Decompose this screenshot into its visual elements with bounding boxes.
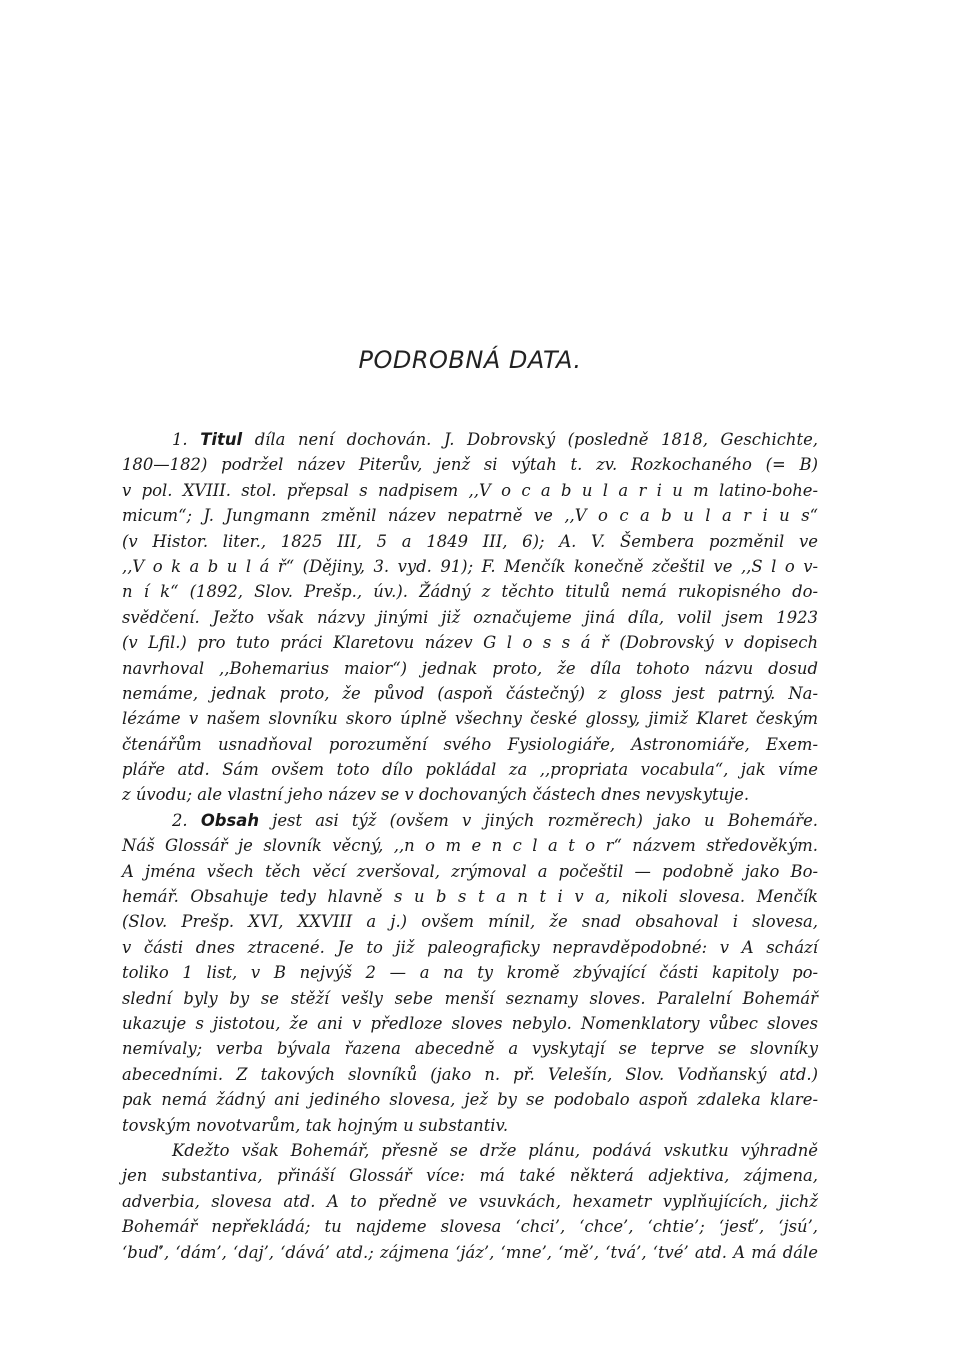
text-line: pláře atd. Sám ovšem toto dílo pokládal za ,,propriata vocabula“, jak víme [122,760,818,780]
paragraph-obsah [122,808,818,1138]
text-span: jest asi týž (ovšem v jiných rozměrech) jako u Bohemáře. [259,810,818,830]
text-line: (v Histor. liter., 1825 III, 5 a 1849 III, 6); A. V. Šembera pozměnil ve [122,531,818,551]
text-line: hemář. Obsahuje tedy hlavně s u b s t a n t i v a, nikoli slovesa. Menčík [122,887,818,907]
text-line: toliko 1 list, v B nejvýš 2 — a na ty kromě zbývající části kapitoly po- [122,963,818,983]
text-line: navrhoval ,,Bohemarius maior“) jednak proto, že díla tohoto názvu dosud [122,658,818,678]
text-line [122,427,818,452]
text-line: v pol. XVIII. stol. přepsal s nadpisem ,,V o c a b u l a r i u m latino-bohe- [122,480,818,500]
text-line: (v Lfil.) pro tuto práci Klaretovu název G l o s s á ř (Dobrovský v dopisech [122,633,818,653]
text-line: A jména všech těch věcí zveršoval, zrýmoval a počeštil — podobně jako Bo- [122,861,818,881]
page-title: PODROBNÁ DATA. [358,346,582,374]
text-line: micum“; J. Jungmann změnil název nepatrně ve ,,V o c a b u l a r i u s“ [122,506,818,526]
paragraph-titul [122,427,818,808]
text-line: abecedními. Z takových slovníků (jako n. př. Velešín, Slov. Vodňanský atd.) [122,1064,818,1084]
text-line: ,,V o k a b u l á ř“ (Dějiny, 3. vyd. 91); F. Menčík konečně zčeštil ve ,,S l o v- [122,556,818,576]
text-line: ‘buď’, ‘dám’, ‘daj’, ‘dává’ atd.; zájmena ‘jáz’, ‘mne’, ‘mě’, ‘tvá’, ‘tvé’ atd. A má dále [122,1242,818,1262]
section-number: 2. [172,810,201,830]
section-number: 1. [172,430,201,449]
text-line: Náš Glossář je slovník věcný, ,,n o m e n c l a t o r“ názvem středověkým. [122,836,818,856]
text-line: Bohemář nepřekládá; tu najdeme slovesa ‘chci’, ‘chce’, ‘chtie’; ‘jesť’, ‘jsú’, [122,1217,818,1237]
text-line: n í k“ (1892, Slov. Prešp., úv.). Žádný z těchto titulů nemá rukopisného do- [122,582,818,602]
text-line: z úvodu; ale vlastní jeho název se v dochovaných částech dnes nevyskytuje. [122,785,750,805]
text-line: ukazuje s jistotou, že ani v předloze sloves nebylo. Nomenklatory vůbec sloves [122,1013,818,1033]
text-line: v části dnes ztracené. Je to již paleograficky nepravděpodobné: v A schází [122,937,818,957]
text-line: nemívaly; verba bývala řazena abecedně a vyskytají se teprve se slovníky [122,1039,818,1059]
text-line: slední byly by se stěží vešly sebe menší seznamy sloves. Paralelní Bohemář [122,988,818,1008]
text-line: nemáme, jednak proto, že původ (aspoň částečný) z gloss jest patrný. Na- [122,683,818,703]
paragraph-kdezto [122,1138,818,1265]
text-line: adverbia, slovesa atd. A to předně ve vsuvkách, hexametr vyplňujících, jichž [122,1191,818,1211]
text-line: tovským novotvarům, tak hojným u substantiv. [122,1115,509,1135]
text-line: (Slov. Prešp. XVI, XXVIII a j.) ovšem mínil, že snad obsahoval i slovesa, [122,912,818,932]
section-heading-titul: Titul [200,430,243,449]
text-line: lézáme v našem slovníku skoro úplně všechny české glossy, jimiž Klaret českým [122,709,818,729]
text-line [122,808,818,833]
text-line: Kdežto však Bohemář, přesně se drže plánu, podává vskutku výhradně [172,1140,818,1160]
section-heading-obsah: Obsah [200,810,260,830]
text-line: čtenářům usnadňoval porozumění svého Fysiologiáře, Astronomiáře, Exem- [122,734,818,754]
text-line: 180—182) podržel název Piterův, jenž si výtah t. zv. Rozkochaného (= B) [122,455,818,475]
text-line: pak nemá žádný ani jediného slovesa, jež by se podobalo aspoň zdaleka klare- [122,1090,818,1110]
text-line: svědčení. Ježto však názvy jinými již označujeme jiná díla, volil jsem 1923 [122,607,818,627]
body-text [122,427,818,1265]
text-span: díla není dochován. J. Dobrovský (posledně 1818, Geschichte, [242,430,818,449]
text-line: jen substantiva, přináší Glossář více: má také některá adjektiva, zájmena, [122,1166,818,1186]
